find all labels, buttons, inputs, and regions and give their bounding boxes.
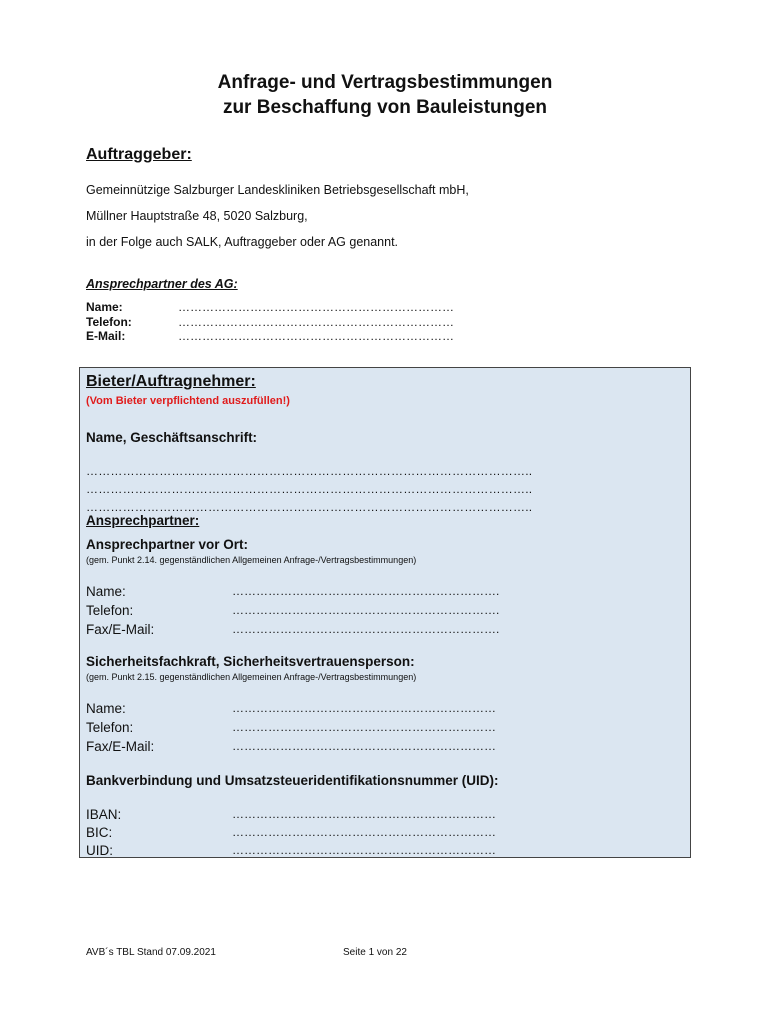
ag-telefon-dots: …………………………………………………………… <box>178 314 454 329</box>
vor-ort-name-field[interactable] <box>86 584 500 599</box>
iban-dots: ………………………………………………………… <box>232 807 496 821</box>
ag-name-dots: …………………………………………………………… <box>178 300 454 314</box>
auftraggeber-address <box>86 182 469 260</box>
vor-ort-telefon-field[interactable] <box>86 603 500 618</box>
sicherheit-heading: Sicherheitsfachkraft, Sicherheitsvertrauensperson: <box>86 654 415 669</box>
sicherheit-note: (gem. Punkt 2.15. gegenständlichen Allgemeinen Anfrage-/Vertragsbestimmungen) <box>86 672 417 682</box>
auftraggeber-heading: Auftraggeber: <box>86 146 192 163</box>
footer-page-number: Seite 1 von 22 <box>343 947 407 958</box>
sicherheit-name-label: Name: <box>86 701 126 716</box>
sicherheit-telefon-dots: ………………………………………………………… <box>232 720 496 734</box>
sicherheit-name-dots: ………………………………………………………… <box>232 701 496 715</box>
address-line-2[interactable]: ……………………………………………………………………………………………….. <box>86 482 533 496</box>
auftraggeber-line-2: Müllner Hauptstraße 48, 5020 Salzburg, <box>86 209 308 223</box>
sicherheit-fax-email-dots: ………………………………………………………… <box>232 739 496 753</box>
uid-dots: ………………………………………………………… <box>232 843 496 857</box>
uid-field[interactable] <box>86 843 496 858</box>
iban-label: IBAN: <box>86 807 122 822</box>
bic-label: BIC: <box>86 825 113 840</box>
ag-telefon-label: Telefon: <box>86 314 132 329</box>
vor-ort-fax-email-dots: …………………………………………………………. <box>232 622 500 636</box>
vor-ort-fax-email-label: Fax/E-Mail: <box>86 622 155 637</box>
ag-telefon-row[interactable] <box>86 314 454 330</box>
title-line-1: Anfrage- und Vertragsbestimmungen <box>217 72 553 93</box>
vor-ort-name-label: Name: <box>86 584 126 599</box>
sicherheit-name-field[interactable] <box>86 701 496 716</box>
name-address-heading: Name, Geschäftsanschrift: <box>86 430 258 445</box>
bieter-box <box>79 367 691 858</box>
ansprechpartner-ag-heading: Ansprechpartner des AG: <box>86 277 238 291</box>
bic-field[interactable] <box>86 825 496 840</box>
uid-label: UID: <box>86 843 113 858</box>
vor-ort-note: (gem. Punkt 2.14. gegenständlichen Allgemeinen Anfrage-/Vertragsbestimmungen) <box>86 555 417 565</box>
vor-ort-name-dots: …………………………………………………………. <box>232 584 500 598</box>
bieter-heading: Bieter/Auftragnehmer: <box>86 373 256 390</box>
vor-ort-fax-email-field[interactable] <box>86 622 500 637</box>
ag-email-label: E-Mail: <box>86 329 126 343</box>
bank-heading: Bankverbindung und Umsatzsteueridentifikationsnummer (UID): <box>86 773 499 788</box>
ag-email-dots: …………………………………………………………… <box>178 329 454 343</box>
ansprechpartner-heading: Ansprechpartner: <box>86 513 200 528</box>
footer-version: AVB´s TBL Stand 07.09.2021 <box>86 947 216 958</box>
sicherheit-telefon-label: Telefon: <box>86 720 134 735</box>
vor-ort-heading: Ansprechpartner vor Ort: <box>86 537 249 552</box>
bic-dots: ………………………………………………………… <box>232 825 496 839</box>
vor-ort-telefon-label: Telefon: <box>86 603 134 618</box>
auftraggeber-line-1: Gemeinnützige Salzburger Landeskliniken Betriebsgesellschaft mbH, <box>86 183 469 197</box>
vor-ort-telefon-dots: …………………………………………………………. <box>232 603 500 617</box>
ag-name-label: Name: <box>86 300 123 314</box>
sicherheit-fax-email-label: Fax/E-Mail: <box>86 739 155 754</box>
ag-name-row[interactable] <box>86 300 454 315</box>
sicherheit-telefon-field[interactable] <box>86 720 496 735</box>
document-title <box>0 70 770 120</box>
title-line-2: zur Beschaffung von Bauleistungen <box>222 97 548 118</box>
bieter-mandatory-note: (Vom Bieter verpflichtend auszufüllen!) <box>86 395 290 407</box>
sicherheit-fax-email-field[interactable] <box>86 739 496 754</box>
ansprechpartner-ag-fields <box>86 300 454 344</box>
auftraggeber-line-3: in der Folge auch SALK, Auftraggeber oder AG genannt. <box>86 235 399 249</box>
ag-email-row[interactable] <box>86 329 454 344</box>
address-line-3[interactable]: ……………………………………………………………………………………………….. <box>86 500 533 514</box>
iban-field[interactable] <box>86 807 496 822</box>
address-line-1[interactable]: ……………………………………………………………………………………………….. <box>86 464 533 478</box>
